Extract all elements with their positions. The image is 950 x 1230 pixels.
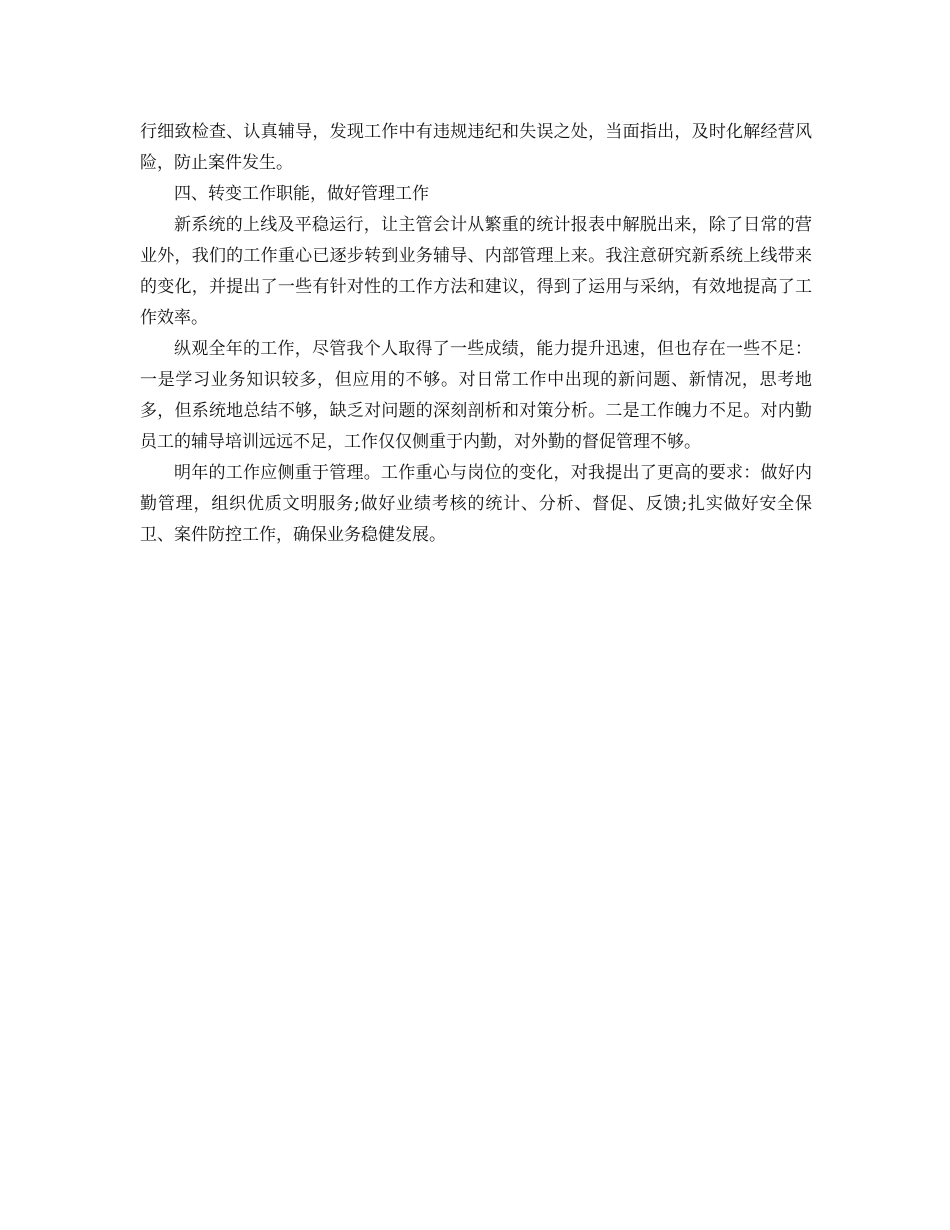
- section-heading-four: 四、转变工作职能，做好管理工作: [174, 184, 429, 204]
- document-body: [140, 117, 812, 551]
- paragraph-new-system: 新系统的上线及平稳运行，让主管会计从繁重的统计报表中解脱出来，除了日常的营业外，我们的工作重心已逐步转到业务辅导、内部管理上来。我注意研究新系统上线带来的变化，并提出了一些有针对性的工作方法和建议，得到了运用与采纳，有效地提高了工作效率。: [140, 215, 812, 328]
- paragraph-continuation: 行细致检查、认真辅导，发现工作中有违规违纪和失误之处，当面指出，及时化解经营风险，防止案件发生。: [140, 122, 812, 173]
- paragraph-next-year: 明年的工作应侧重于管理。工作重心与岗位的变化，对我提出了更高的要求：做好内勤管理，组织优质文明服务;做好业绩考核的统计、分析、督促、反馈;扎实做好安全保卫、案件防控工作，确保业务稳健发展。: [140, 463, 812, 545]
- paragraph-shortcomings: 纵观全年的工作，尽管我个人取得了一些成绩，能力提升迅速，但也存在一些不足：一是学习业务知识较多，但应用的不够。对日常工作中出现的新问题、新情况，思考地多，但系统地总结不够，缺乏对问题的深刻剖析和对策分析。二是工作魄力不足。对内勤员工的辅导培训远远不足，工作仅仅侧重于内勤，对外勤的督促管理不够。: [140, 339, 812, 452]
